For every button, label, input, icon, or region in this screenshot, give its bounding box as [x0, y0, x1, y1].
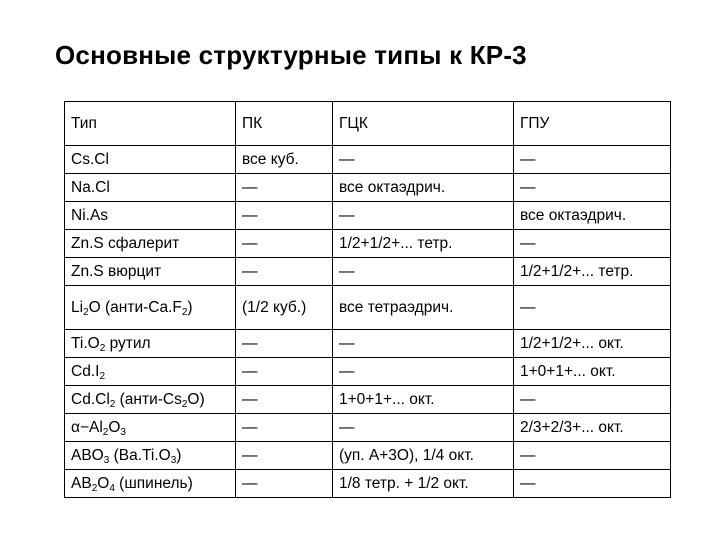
cell-gpu: —: [514, 386, 671, 414]
cell-pk: —: [236, 330, 333, 358]
cell-gpu: 1+0+1+... окт.: [514, 358, 671, 386]
cell-gpu: —: [514, 442, 671, 470]
formula-subscript: 2: [99, 370, 105, 382]
cell-gck: 1/2+1/2+... тетр.: [333, 230, 514, 258]
table-row: [65, 174, 671, 202]
table-row: [65, 442, 671, 470]
table-row: [65, 330, 671, 358]
formula-subscript: 3: [120, 426, 126, 438]
formula-subscript: 2: [83, 306, 89, 318]
formula-text: (Ba.Ti.O: [109, 446, 171, 464]
cell-type: [65, 258, 236, 286]
cell-type: [65, 230, 236, 258]
formula-text: ): [187, 298, 193, 316]
cell-type: [65, 414, 236, 442]
cell-gpu: —: [514, 470, 671, 498]
cell-pk: все куб.: [236, 146, 333, 174]
cell-gck: (уп. А+3О), 1/4 окт.: [333, 442, 514, 470]
table-row: [65, 470, 671, 498]
cell-pk: —: [236, 414, 333, 442]
formula-text: Ni.As: [71, 206, 109, 224]
cell-gck: все октаэдрич.: [333, 174, 514, 202]
cell-gpu: все октаэдрич.: [514, 202, 671, 230]
formula-text: Cs.Cl: [71, 150, 109, 168]
formula-text: Zn.S сфалерит: [71, 234, 180, 252]
cell-pk: —: [236, 202, 333, 230]
formula-text: α−Al: [71, 418, 103, 436]
formula-subscript: 2: [102, 426, 109, 438]
structure-types-table: [64, 101, 671, 498]
cell-type: [65, 470, 236, 498]
cell-pk: —: [236, 386, 333, 414]
cell-gck: —: [333, 258, 514, 286]
formula-subscript: 2: [181, 398, 188, 410]
table-row: [65, 386, 671, 414]
cell-gpu: 1/2+1/2+... окт.: [514, 330, 671, 358]
formula-text: Cd.Cl: [71, 390, 110, 408]
formula-text: O (анти-Ca.F: [88, 298, 182, 316]
cell-pk: —: [236, 258, 333, 286]
cell-type: [65, 330, 236, 358]
cell-type: [65, 442, 236, 470]
formula-text: Ti.O: [71, 334, 100, 352]
formula-text: (шпинель): [114, 474, 193, 492]
formula-text: O: [108, 418, 121, 436]
table-header-row: [65, 102, 671, 146]
table-body: [65, 146, 671, 498]
cell-gpu: 2/3+2/3+... окт.: [514, 414, 671, 442]
formula-text: Zn.S вюрцит: [71, 262, 162, 280]
table-row: [65, 358, 671, 386]
cell-gck: —: [333, 414, 514, 442]
formula-subscript: 4: [109, 482, 115, 494]
table-row: [65, 146, 671, 174]
formula-subscript: 2: [99, 342, 106, 354]
cell-gck: —: [333, 358, 514, 386]
cell-gpu: 1/2+1/2+... тетр.: [514, 258, 671, 286]
formula-text: ABO: [71, 446, 104, 464]
cell-gck: —: [333, 202, 514, 230]
cell-type: [65, 146, 236, 174]
cell-pk: —: [236, 470, 333, 498]
formula-text: Na.Cl: [71, 178, 110, 196]
formula-subscript: 3: [170, 454, 177, 466]
header-gpu: ГПУ: [514, 102, 671, 146]
cell-type: [65, 358, 236, 386]
formula-subscript: 2: [91, 482, 98, 494]
formula-text: Li: [71, 298, 84, 316]
cell-type: [65, 202, 236, 230]
cell-type: [65, 386, 236, 414]
cell-pk: —: [236, 174, 333, 202]
cell-gpu: —: [514, 286, 671, 330]
formula-subscript: 2: [181, 306, 188, 318]
formula-text: ): [176, 446, 182, 464]
cell-pk: (1/2 куб.): [236, 286, 333, 330]
formula-text: рутил: [105, 334, 151, 352]
header-type: Тип: [65, 102, 236, 146]
cell-type: [65, 174, 236, 202]
table-row: [65, 202, 671, 230]
cell-gpu: —: [514, 174, 671, 202]
formula-subscript: 3: [103, 454, 110, 466]
header-pk: ПК: [236, 102, 333, 146]
cell-gpu: —: [514, 146, 671, 174]
table-row: [65, 414, 671, 442]
cell-pk: —: [236, 442, 333, 470]
header-gck: ГЦК: [333, 102, 514, 146]
formula-subscript: 2: [109, 398, 116, 410]
cell-gpu: —: [514, 230, 671, 258]
cell-pk: —: [236, 230, 333, 258]
formula-text: Cd.I: [71, 362, 100, 380]
cell-pk: —: [236, 358, 333, 386]
formula-text: (анти-Cs: [115, 390, 182, 408]
formula-text: AB: [71, 474, 92, 492]
formula-text: O: [97, 474, 110, 492]
cell-gck: —: [333, 330, 514, 358]
cell-gck: 1+0+1+... окт.: [333, 386, 514, 414]
table-row: [65, 258, 671, 286]
cell-gck: все тетраэдрич.: [333, 286, 514, 330]
table-row: [65, 286, 671, 330]
cell-type: [65, 286, 236, 330]
cell-gck: —: [333, 146, 514, 174]
page-title: Основные структурные типы к КР-3: [55, 40, 527, 70]
cell-gck: 1/8 тетр. + 1/2 окт.: [333, 470, 514, 498]
table-row: [65, 230, 671, 258]
formula-text: O): [187, 390, 205, 408]
